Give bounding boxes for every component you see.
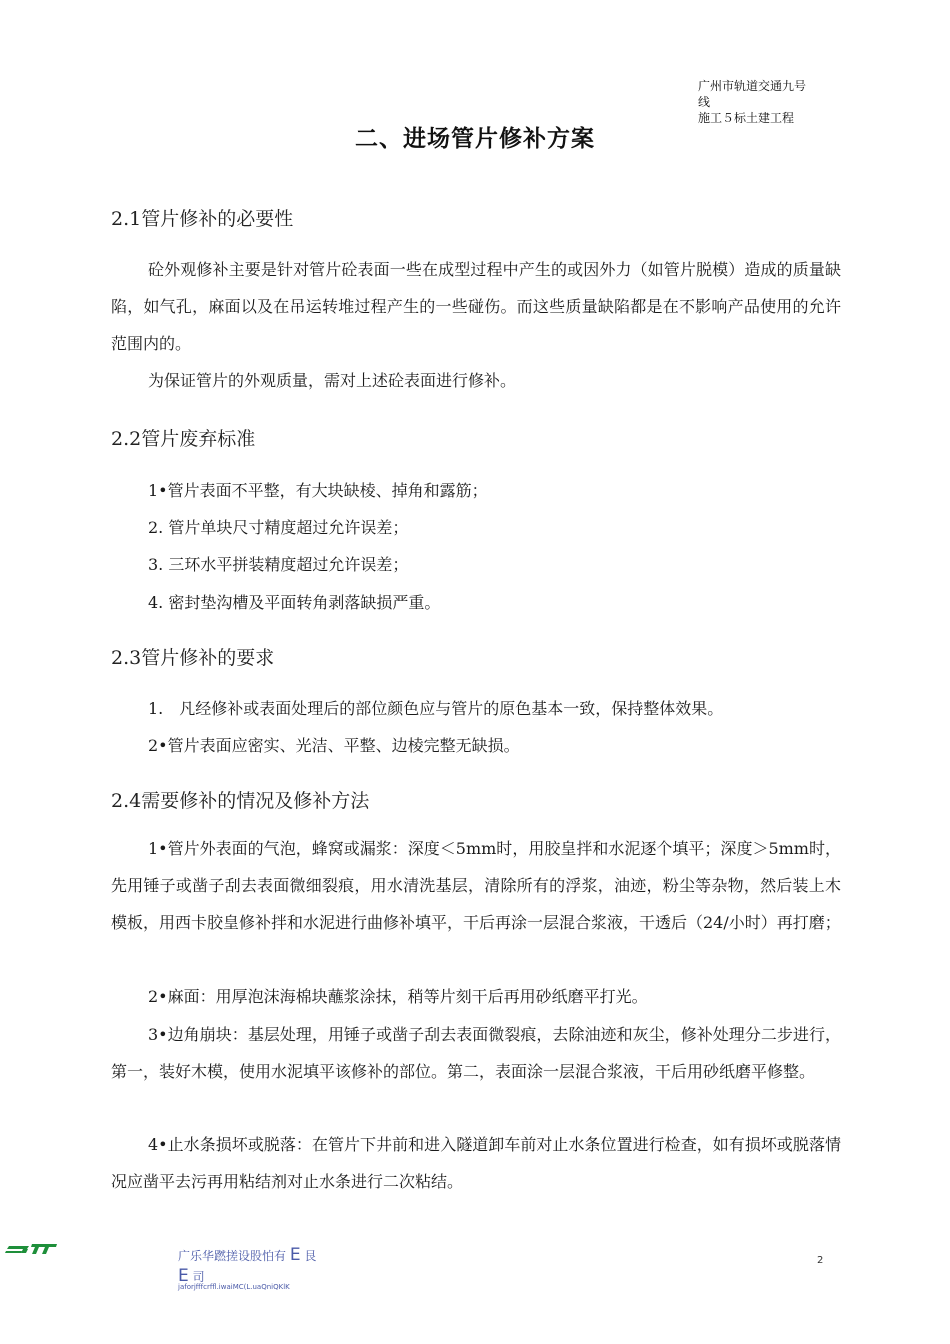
footer-company-name bbox=[178, 1245, 316, 1287]
discard-criterion-2: 2. 管片单块尺寸精度超过允许误差； bbox=[148, 518, 409, 537]
repair-method-3: 3•边角崩块：基层处理，用锤子或凿子刮去表面微裂痕，去除油迹和灰尘，修补处理分二步进行，第一，装好木模，使用水泥填平该修补的部位。第二，表面涂一层混合浆液，干后用砂纸磨平修整。 bbox=[111, 1025, 841, 1081]
repair-method-4: 4•止水条损坏或脱落：在管片下井前和进入隧道卸车前对止水条位置进行检查，如有损坏或脱落情况应凿平去污再用粘结剂对止水条进行二次粘结。 bbox=[111, 1135, 841, 1191]
section-heading-2-1: 2.1管片修补的必要性 bbox=[111, 208, 294, 230]
section-heading-2-3: 2.3管片修补的要求 bbox=[111, 647, 275, 669]
header-line-3: 施工５标土建工程 bbox=[698, 111, 795, 125]
section-heading-2-4: 2.4需要修补的情况及修补方法 bbox=[111, 790, 370, 812]
company-logo-icon bbox=[5, 1243, 57, 1255]
repair-requirement-2: 2•管片表面应密实、光洁、平整、边棱完整无缺损。 bbox=[148, 736, 520, 755]
section-heading-2-2: 2.2管片废弃标准 bbox=[111, 428, 256, 450]
discard-criterion-3: 3. 三环水平拼装精度超过允许误差； bbox=[148, 555, 409, 574]
footer-small-text: jaforjfffcrffl.iwaiMC(L.uaQniQKlK bbox=[178, 1283, 290, 1291]
discard-criterion-4: 4. 密封垫沟槽及平面转角剥落缺损严重。 bbox=[148, 593, 441, 612]
section-2-1-paragraph-2: 为保证管片的外观质量，需对上述砼表面进行修补。 bbox=[148, 371, 517, 390]
repair-method-2: 2•麻面：用厚泡沫海棉块蘸浆涂抹，稍等片刻干后再用砂纸磨平打光。 bbox=[148, 987, 648, 1006]
header-project-note bbox=[698, 78, 828, 126]
footer-company-line-2b: 司 bbox=[192, 1270, 205, 1284]
footer-company-line-2-big: E bbox=[178, 1266, 189, 1286]
section-2-1-paragraph-1: 砼外观修补主要是针对管片砼表面一些在成型过程中产生的或因外力（如管片脱模）造成的质量缺陷，如气孔，麻面以及在吊运转堆过程产生的一些碰伤。而这些质量缺陷都是在不影响产品使用的允许范围内的。 bbox=[111, 260, 841, 353]
page-title: 二、进场管片修补方案 bbox=[355, 126, 595, 152]
repair-method-1: 1•管片外表面的气泡，蜂窝或漏浆：深度＜5mm时，用胶皇拌和水泥逐个填平；深度＞5mm时，先用锤子或凿子刮去表面微细裂痕，用水清洗基层，清除所有的浮浆，油迹，粉尘等杂物，然后装上木模板，用西卡胶皇修补拌和水泥进行曲修补填平，干后再涂一层混合浆液，干透后（24/小时）再打磨； bbox=[111, 839, 841, 932]
footer-company-line-1-big: E bbox=[289, 1245, 301, 1265]
page-number: 2 bbox=[817, 1255, 824, 1266]
repair-requirement-1: 1. 凡经修补或表面处理后的部位颜色应与管片的原色基本一致，保持整体效果。 bbox=[148, 699, 724, 718]
header-line-1: 广州市轨道交通九号 bbox=[698, 79, 807, 93]
footer-company-line-1a: 广乐华蹨搓设股怕有 bbox=[178, 1249, 287, 1263]
header-line-2: 线 bbox=[698, 95, 711, 109]
footer-company-line-1b: 艮 bbox=[304, 1249, 317, 1263]
discard-criterion-1: 1•管片表面不平整，有大块缺棱、掉角和露筋； bbox=[148, 481, 488, 500]
